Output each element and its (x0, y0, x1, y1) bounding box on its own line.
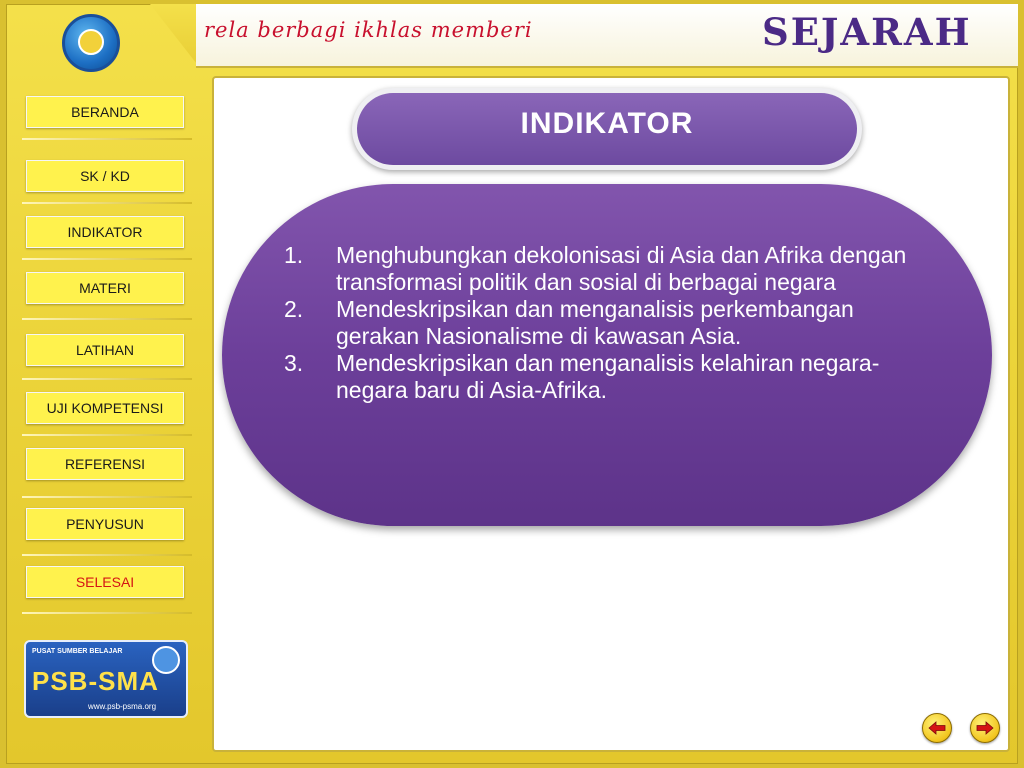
page-title: INDIKATOR (520, 107, 694, 140)
sidebar-divider (22, 612, 192, 614)
list-item (284, 296, 934, 350)
sidebar-item-selesai[interactable]: SELESAI (26, 566, 184, 598)
sidebar-item-beranda[interactable]: BERANDA (26, 96, 184, 128)
sidebar-divider (22, 138, 192, 140)
sidebar-item-materi[interactable]: MATERI (26, 272, 184, 304)
list-item-number: 1. (284, 242, 304, 268)
sidebar-divider (22, 318, 192, 320)
list-item-number: 3. (284, 350, 304, 376)
sidebar-item-indikator[interactable]: INDIKATOR (26, 216, 184, 248)
sidebar-item-referensi[interactable]: REFERENSI (26, 448, 184, 480)
sidebar-item-penyusun[interactable]: PENYUSUN (26, 508, 184, 540)
list-item-text: Mendeskripsikan dan menganalisis perkembangan gerakan Nasionalisme di kawasan Asia. (336, 296, 854, 349)
sidebar-divider (22, 496, 192, 498)
right-arrow-icon (976, 721, 994, 735)
subject-title: SEJARAH (762, 10, 972, 54)
list-item-text: Mendeskripsikan dan menganalisis kelahiran negara-negara baru di Asia-Afrika. (336, 350, 880, 403)
tagline: rela berbagi ikhlas memberi (204, 18, 533, 42)
sidebar-item-uji-kompetensi[interactable]: UJI KOMPETENSI (26, 392, 184, 424)
psb-tagline: PUSAT SUMBER BELAJAR (32, 648, 123, 655)
ministry-logo-center (78, 29, 104, 55)
sidebar-item-sk-kd[interactable]: SK / KD (26, 160, 184, 192)
list-item-number: 2. (284, 296, 304, 322)
psb-url: www.psb-psma.org (88, 702, 157, 711)
indicator-list (284, 242, 934, 404)
list-item (284, 242, 934, 296)
ministry-logo (62, 14, 120, 72)
list-item (284, 350, 934, 404)
psb-name: PSB-SMA (32, 666, 159, 696)
sidebar-divider (22, 554, 192, 556)
sidebar-item-latihan[interactable]: LATIHAN (26, 334, 184, 366)
next-button[interactable] (970, 713, 1000, 743)
list-item-text: Menghubungkan dekolonisasi di Asia dan Afrika dengan transformasi politik dan sosial di berbagai negara (336, 242, 907, 295)
sidebar-divider (22, 202, 192, 204)
psb-sma-logo (24, 640, 188, 718)
left-arrow-icon (928, 721, 946, 735)
sidebar-divider (22, 378, 192, 380)
sidebar-divider (22, 434, 192, 436)
page-title-pill-inner (357, 93, 857, 165)
page-title-pill (352, 88, 862, 170)
sidebar-divider (22, 258, 192, 260)
prev-button[interactable] (922, 713, 952, 743)
